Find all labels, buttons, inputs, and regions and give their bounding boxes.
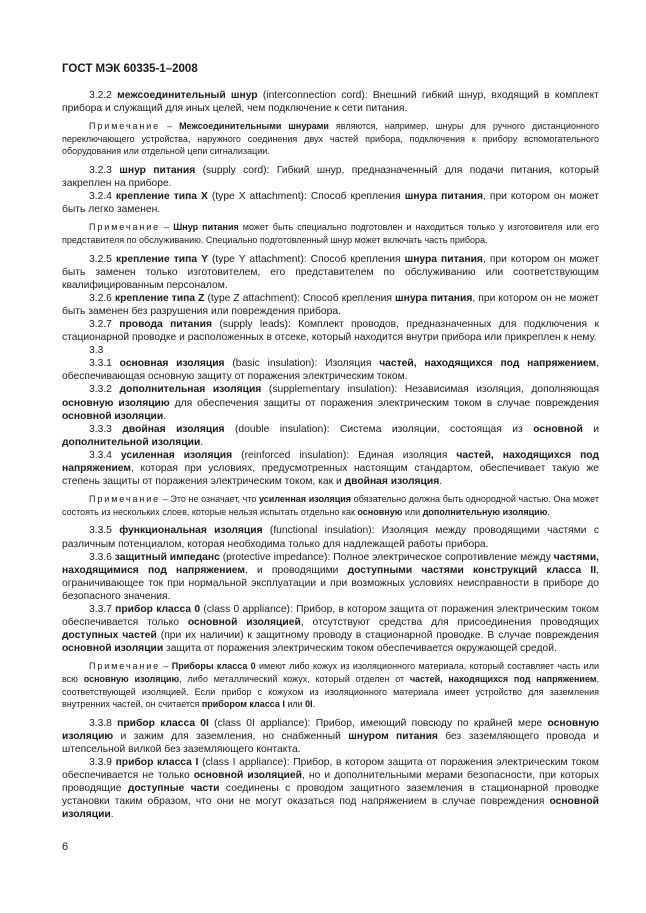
clause-3-2-2: 3.2.2 межсоединительный шнур (interconnection cord): Внешний гибкий шнур, входящий в комплект прибора и служащий для иных целей, чем подключение к сети питания. bbox=[62, 90, 599, 115]
clause-3-3-6: 3.3.6 защитный импеданс (protective impedance): Полное электрическое сопротивление между частями, находящимися под напряжением, и проводящими доступными частями конструкций класса II, ограничивающее ток при нормальной эксплуатации и при возможных условиях неисправности в приборе до безопасного значения. bbox=[62, 551, 600, 602]
clause-3-3: 3.3 bbox=[89, 345, 104, 357]
clause-3-3-7: 3.3.7 прибор класса 0 (class 0 appliance): Прибор, в котором защита от поражения электрическим током обеспечивается только основной изоляцией, отсутствуют средства для присоединения проводящих доступных частей (при их наличии) к защитному проводу в стационарной проводке. В случае повреждения основной изоляции защита от поражения электрическим током обеспечивается окружающей средой. bbox=[62, 603, 599, 655]
clause-3-2-5: 3.2.5 крепление типа Y (type Y attachment): Способ крепления шнура питания, при котором он может быть заменен только изготовителем, его представителем по обслуживанию или соответствующим квалифицированным персоналом. bbox=[62, 253, 599, 291]
clause-3-3-3: 3.3.3 двойная изоляция (double insulation): Система изоляции, состоящая из основной и дополнительной изоляции. bbox=[62, 423, 599, 448]
page-header: ГОСТ МЭК 60335-1–2008 bbox=[62, 63, 198, 75]
clause-3-3-5: 3.3.5 функциональная изоляция (functional insulation): Изоляция между проводящими частями с различным потенциалом, которая необходима только для надлежащей работы прибора. bbox=[62, 525, 599, 550]
document-body bbox=[62, 89, 599, 821]
clause-3-2-7: 3.2.7 провода питания (supply leads): Комплект проводов, предназначенных для подключения к стационарной проводке и расположенных в отсеке, который находится внутри прибора или прикреплен к нему. bbox=[62, 319, 599, 344]
note-3-3-7: Примечание – Приборы класса 0 имеют либо кожух из изоляционного материала, который составляет часть или всю основную изоляцию, либо металлический кожух, который отделен от частей, находящихся под напряжением, соответствующей изоляцией. Если прибор с кожухом из изоляционного материала имеет устройство для заземления внутренних частей, он считается прибором класса I или 0I. bbox=[62, 661, 600, 710]
clause-3-3-8: 3.3.8 прибор класса 0I (class 0I appliance): Прибор, имеющий повсюду по крайней мере основную изоляцию и зажим для заземления, но снабженный шнуром питания без заземляющего провода и штепсельной вилкой без заземляющего контакта. bbox=[62, 717, 599, 755]
clause-3-2-6: 3.2.6 крепление типа Z (type Z attachment): Способ крепления шнура питания, при котором он не может быть заменен без разрушения или повреждения прибора. bbox=[62, 292, 599, 317]
clause-3-3-4: 3.3.4 усиленная изоляция (reinforced insulation): Единая изоляция частей, находящихся под напряжением, которая при условиях, предусмотренных настоящим стандартом, обеспечивает такую же степень защиты от поражения электрическим током, как и двойная изоляция. bbox=[62, 449, 599, 488]
note-3-3-4: Примечание – Это не означает, что усиленная изоляция обязательно должна быть однородной частью. Она может состоять из нескольких слоев, которые нельзя испытать отдельно как основную или дополнительную изоляцию. bbox=[62, 494, 599, 517]
clause-3-3-9: 3.3.9 прибор класса I (class I appliance): Прибор, в котором защита от поражения электрическим током обеспечивается не только основной изоляцией, но и дополнительными мерами безопасности, при которых проводящие доступные части соединены с проводом защитного заземления в стационарной проводке установки таким образом, что они не могут оказаться под напряжением в случае повреждения основной изоляции. bbox=[62, 757, 599, 821]
clause-3-2-3: 3.2.3 шнур питания (supply cord): Гибкий шнур, предназначенный для подачи питания, который закреплен на приборе. bbox=[62, 164, 599, 190]
clause-3-2-4: 3.2.4 крепление типа X (type X attachment): Способ крепления шнура питания, при котором он может быть легко заменен. bbox=[62, 191, 599, 216]
note-3-2-4: Примечание – Шнур питания может быть специально подготовлен и находиться только у изготовителя или его представителя по обслуживанию. Специально подготовленный шнур может включать часть прибора. bbox=[62, 222, 600, 245]
note-3-2-2: Примечание – Межсоединительными шнурами являются, например, шнуры для ручного дистанционного переключающего устройства, наружного соединения двух частей прибора, подключения к прибору вспомогательного оборудования или отдельной цепи сигнализации. bbox=[62, 121, 599, 157]
clause-3-3-2: 3.3.2 дополнительная изоляция (supplementary insulation): Независимая изоляция, дополняющая основную изоляцию для обеспечения защиты от поражения электрическим током в случае повреждения основной изоляции. bbox=[62, 384, 599, 422]
page-number: 6 bbox=[62, 841, 69, 853]
clause-3-3-1: 3.3.1 основная изоляция (basic insulation): Изоляция частей, находящихся под напряжением, обеспечивающая основную защиту от поражения электрическим током. bbox=[62, 358, 599, 383]
